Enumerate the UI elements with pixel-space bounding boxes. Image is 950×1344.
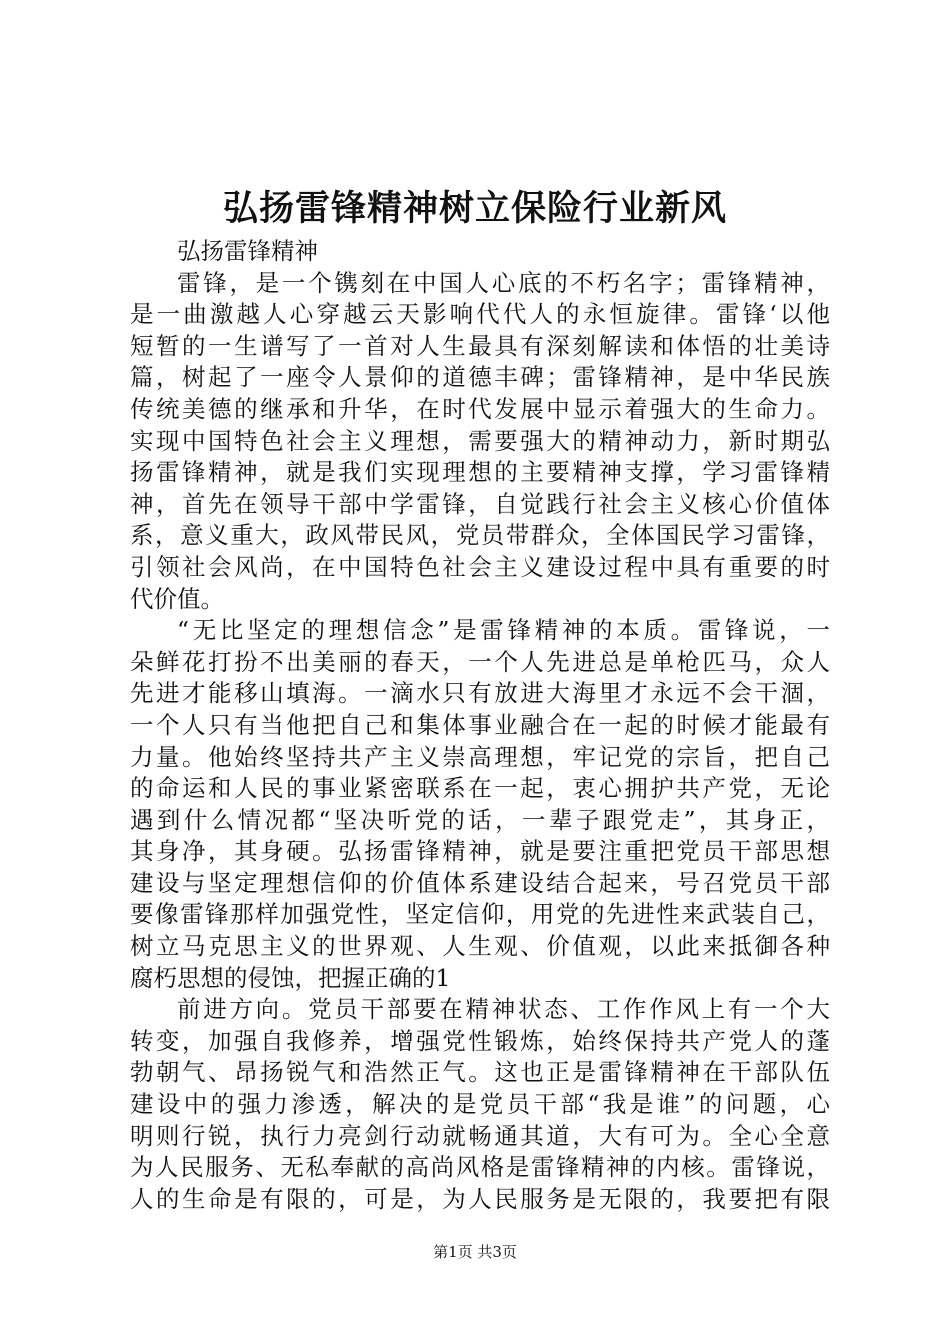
text-line: 建设中的强力渗透，解决的是党员干部“我是谁”的问题，心 [130,1090,830,1119]
text-line: 勃朝气、昂扬锐气和浩然正气。这也正是雷锋精神在干部队伍 [130,1058,830,1087]
text-line: 代价值。 [130,584,224,613]
text-line: 前进方向。党员干部要在精神状态、工作作风上有一个大 [177,995,830,1024]
text-line: 神，首先在领导干部中学雷锋，自觉践行社会主义核心价值体 [130,489,830,518]
text-line: 扬雷锋精神，就是我们实现理想的主要精神支撑，学习雷锋精 [130,458,830,487]
text-line: 转变，加强自我修养，增强党性锻炼，始终保持共产党人的蓬 [130,1026,830,1055]
text-line: 朵鲜花打扮不出美丽的春天，一个人先进总是单枪匹马，众人 [130,647,830,676]
text-line: 的命运和人民的事业紧密联系在一起，衷心拥护共产党，无论 [130,774,830,803]
text-line: 人的生命是有限的，可是，为人民服务是无限的，我要把有限 [130,1184,830,1213]
text-line: “无比坚定的理想信念”是雷锋精神的本质。雷锋说，一 [177,616,830,645]
text-line: 先进才能移山填海。一滴水只有放进大海里才永远不会干涸， [130,679,830,708]
text-line: 传统美德的继承和升华，在时代发展中显示着强大的生命力。 [130,394,830,423]
text-line: 建设与坚定理想信仰的价值体系建设结合起来，号召党员干部 [130,868,830,897]
text-line: 力量。他始终坚持共产主义崇高理想，牢记党的宗旨，把自己 [130,742,830,771]
text-line: 弘扬雷锋精神 [177,237,318,265]
text-line: 雷锋，是一个镌刻在中国人心底的不朽名字；雷锋精神， [177,268,830,297]
text-line: 引领社会风尚，在中国特色社会主义建设过程中具有重要的时 [130,552,830,581]
text-line: 腐朽思想的侵蚀，把握正确的1 [130,963,451,992]
document-body [130,236,830,1215]
text-line: 实现中国特色社会主义理想，需要强大的精神动力，新时期弘 [130,426,830,455]
text-line: 一个人只有当他把自己和集体事业融合在一起的时候才能最有 [130,710,830,739]
text-line: 明则行锐，执行力亮剑行动就畅通其道，大有可为。全心全意 [130,1121,830,1150]
text-line: 要像雷锋那样加强党性，坚定信仰，用党的先进性来武装自己， [130,900,830,929]
text-line: 树立马克思主义的世界观、人生观、价值观，以此来抵御各种 [130,932,830,961]
text-line: 其身净，其身硬。弘扬雷锋精神，就是要注重把党员干部思想 [130,837,830,866]
text-line: 遇到什么情况都“坚决听党的话，一辈子跟党走”，其身正， [130,805,830,834]
page-footer: 第1页 共3页 [433,1243,517,1261]
text-line: 篇，树起了一座令人景仰的道德丰碑；雷锋精神，是中华民族 [130,363,830,392]
text-line: 是一曲激越人心穿越云天影响代代人的永恒旋律。雷锋‘以他 [130,300,830,329]
text-line: 系，意义重大，政风带民风，党员带群众，全体国民学习雷锋， [130,521,830,550]
document-title: 弘扬雷锋精神树立保险行业新风 [222,188,727,229]
text-line: 短暂的一生谱写了一首对人生最具有深刻解读和体悟的壮美诗 [130,331,830,360]
text-line: 为人民服务、无私奉献的高尚风格是雷锋精神的内核。雷锋说， [130,1153,830,1182]
